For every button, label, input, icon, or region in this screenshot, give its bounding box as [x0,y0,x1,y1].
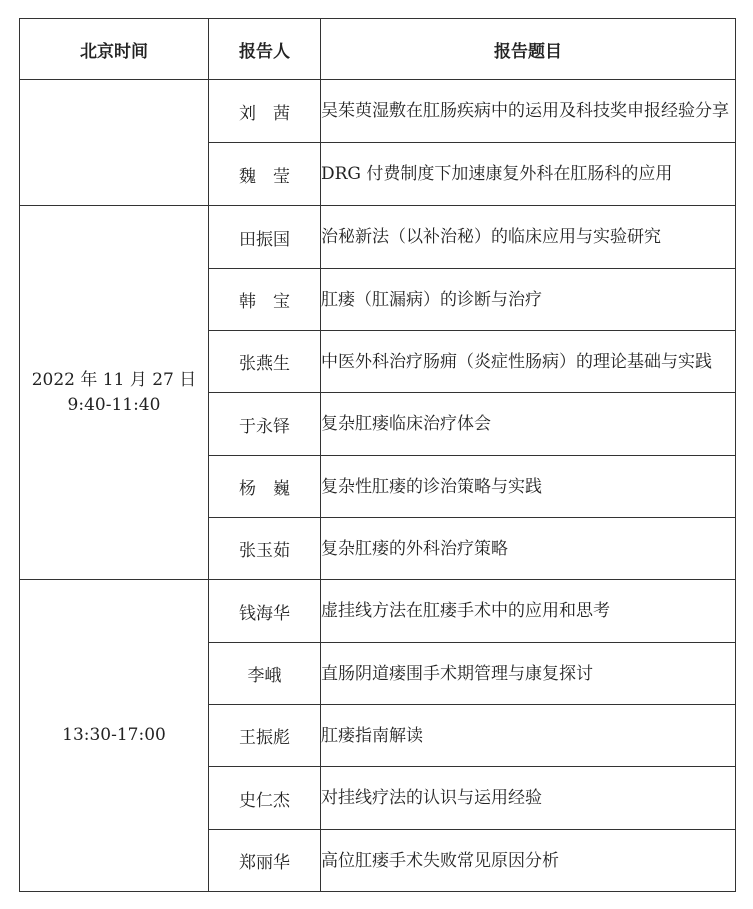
time-range: 13:30-17:00 [62,725,166,745]
topic-cell: 对挂线疗法的认识与运用经验 [321,767,736,830]
table-row [20,206,736,269]
topic-cell: 虚挂线方法在肛瘘手术中的应用和思考 [321,580,736,643]
header-speaker: 报告人 [209,19,321,80]
speaker-cell: 王振彪 [209,705,321,767]
topic-cell: 复杂肛瘘的外科治疗策略 [321,518,736,580]
table-row [20,580,736,643]
topic-cell: DRG 付费制度下加速康复外科在肛肠科的应用 [321,143,736,206]
speaker-cell: 郑丽华 [209,830,321,892]
speaker-cell: 张玉茹 [209,518,321,580]
time-cell [20,206,209,580]
topic-cell: 高位肛瘘手术失败常见原因分析 [321,830,736,892]
header-topic: 报告题目 [321,19,736,80]
time-range: 9:40-11:40 [67,394,161,415]
topic-cell: 复杂性肛瘘的诊治策略与实践 [321,456,736,518]
speaker-cell: 魏 莹 [209,143,321,206]
topic-cell: 复杂肛瘘临床治疗体会 [321,393,736,456]
header-time: 北京时间 [20,19,209,80]
speaker-cell: 于永铎 [209,393,321,456]
topic-cell: 直肠阴道瘘围手术期管理与康复探讨 [321,643,736,705]
topic-cell: 治秘新法（以补治秘）的临床应用与实验研究 [321,206,736,269]
header-row [20,19,736,80]
topic-cell: 中医外科治疗肠痈（炎症性肠病）的理论基础与实践 [321,331,736,393]
speaker-cell: 韩 宝 [209,269,321,331]
speaker-cell: 杨 巍 [209,456,321,518]
topic-cell: 肛瘘指南解读 [321,705,736,767]
time-date: 2022 年 11 月 27 日 [31,369,197,390]
time-cell [20,580,209,892]
speaker-cell: 史仁杰 [209,767,321,830]
schedule-table [19,18,736,892]
speaker-cell: 李峨 [209,643,321,705]
table-row [20,80,736,143]
speaker-cell: 田振国 [209,206,321,269]
topic-cell: 肛瘘（肛漏病）的诊断与治疗 [321,269,736,331]
speaker-cell: 张燕生 [209,331,321,393]
speaker-cell: 钱海华 [209,580,321,643]
topic-cell: 吴茱萸湿敷在肛肠疾病中的运用及科技奖申报经验分享 [321,80,736,143]
time-cell [20,80,209,206]
speaker-cell: 刘 茜 [209,80,321,143]
